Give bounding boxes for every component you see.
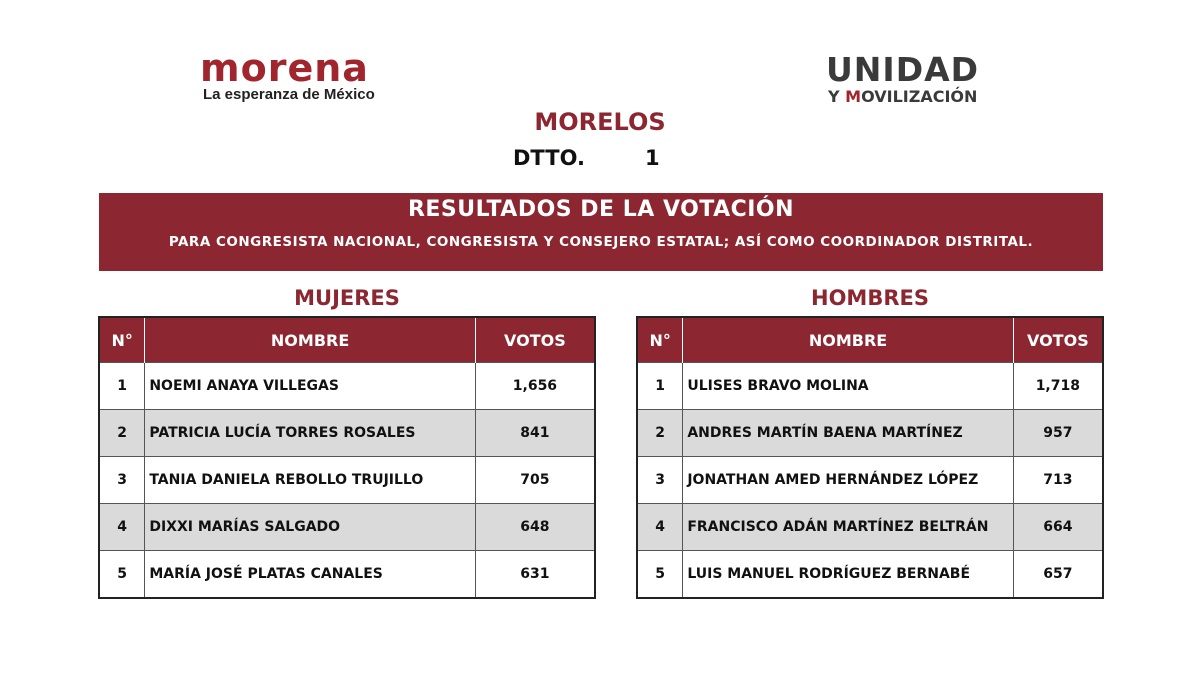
- table-row: [99, 551, 595, 599]
- state-title: MORELOS: [534, 108, 666, 136]
- row-number: 4: [99, 504, 145, 551]
- vote-count: 1,718: [1013, 363, 1103, 410]
- row-number: 5: [99, 551, 145, 599]
- table-row: [99, 410, 595, 457]
- unidad-logo-line1: UNIDAD: [826, 50, 980, 89]
- mujeres-title: MUJERES: [294, 286, 400, 310]
- vote-count: 648: [475, 504, 595, 551]
- row-number: 4: [637, 504, 683, 551]
- row-number: 1: [99, 363, 145, 410]
- row-number: 3: [99, 457, 145, 504]
- vote-count: 657: [1013, 551, 1103, 599]
- vote-count: 957: [1013, 410, 1103, 457]
- unidad-logo: [826, 52, 979, 106]
- hombres-table: [636, 316, 1104, 599]
- table-row: [637, 457, 1103, 504]
- table-row: [637, 551, 1103, 599]
- morena-logo-word: morena: [200, 46, 369, 90]
- district-label: DTTO.: [513, 146, 585, 170]
- col-votes-header: VOTOS: [475, 317, 595, 363]
- row-number: 1: [637, 363, 683, 410]
- results-banner: [99, 193, 1103, 271]
- vote-count: 705: [475, 457, 595, 504]
- table-row: [637, 410, 1103, 457]
- candidate-name: FRANCISCO ADÁN MARTÍNEZ BELTRÁN: [683, 504, 1013, 551]
- table-row: [99, 457, 595, 504]
- candidate-name: ANDRES MARTÍN BAENA MARTÍNEZ: [683, 410, 1013, 457]
- vote-count: 713: [1013, 457, 1103, 504]
- table-row: [637, 504, 1103, 551]
- row-number: 2: [99, 410, 145, 457]
- candidate-name: ULISES BRAVO MOLINA: [683, 363, 1013, 410]
- candidate-name: LUIS MANUEL RODRÍGUEZ BERNABÉ: [683, 551, 1013, 599]
- col-name-header: NOMBRE: [683, 317, 1013, 363]
- row-number: 5: [637, 551, 683, 599]
- candidate-name: PATRICIA LUCÍA TORRES ROSALES: [145, 410, 475, 457]
- unidad-logo-y: Y: [828, 87, 840, 106]
- candidate-name: JONATHAN AMED HERNÁNDEZ LÓPEZ: [683, 457, 1013, 504]
- col-number-header: N°: [99, 317, 145, 363]
- vote-count: 631: [475, 551, 595, 599]
- table-row: [637, 363, 1103, 410]
- vote-count: 664: [1013, 504, 1103, 551]
- unidad-logo-rest: OVILIZACIÓN: [861, 87, 978, 106]
- hombres-title: HOMBRES: [811, 286, 929, 310]
- candidate-name: MARÍA JOSÉ PLATAS CANALES: [145, 551, 475, 599]
- col-number-header: N°: [637, 317, 683, 363]
- district-heading: [513, 146, 660, 170]
- mujeres-header-row: [99, 317, 595, 363]
- hombres-header-row: [637, 317, 1103, 363]
- vote-count: 1,656: [475, 363, 595, 410]
- candidate-name: NOEMI ANAYA VILLEGAS: [145, 363, 475, 410]
- banner-subtitle: PARA CONGRESISTA NACIONAL, CONGRESISTA Y CONSEJERO ESTATAL; ASÍ COMO COORDINADOR DISTRITAL.: [168, 234, 1034, 250]
- mujeres-table: [98, 316, 596, 599]
- candidate-name: TANIA DANIELA REBOLLO TRUJILLO: [145, 457, 475, 504]
- row-number: 3: [637, 457, 683, 504]
- morena-logo: [200, 48, 375, 103]
- col-name-header: NOMBRE: [145, 317, 475, 363]
- morena-logo-tagline: La esperanza de México: [203, 86, 375, 103]
- banner-title: RESULTADOS DE LA VOTACIÓN: [407, 197, 795, 222]
- unidad-logo-line2: [828, 88, 979, 106]
- row-number: 2: [637, 410, 683, 457]
- candidate-name: DIXXI MARÍAS SALGADO: [145, 504, 475, 551]
- col-votes-header: VOTOS: [1013, 317, 1103, 363]
- district-number: 1: [644, 146, 660, 170]
- vote-count: 841: [475, 410, 595, 457]
- table-row: [99, 504, 595, 551]
- unidad-logo-m: M: [845, 87, 862, 106]
- table-row: [99, 363, 595, 410]
